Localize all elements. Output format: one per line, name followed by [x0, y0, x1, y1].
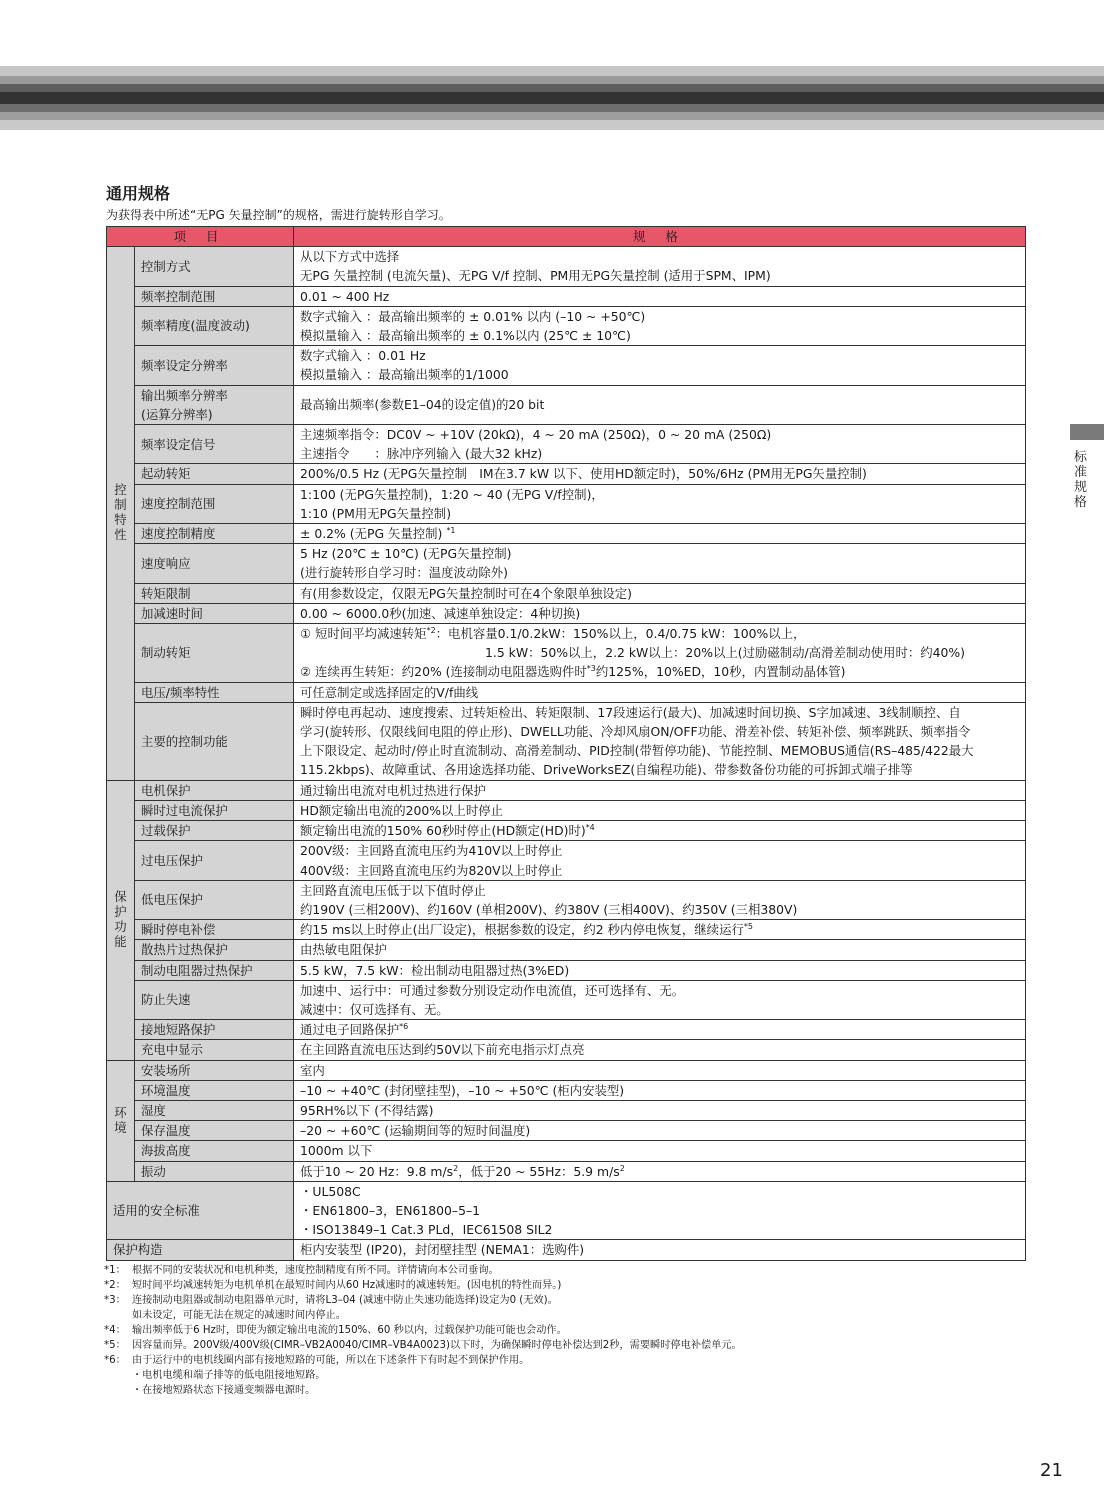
spec-line: 制动转矩: [141, 645, 191, 661]
item-cell: [135, 583, 294, 603]
table-row: [107, 524, 1026, 544]
footnote-ref: *3: [586, 664, 596, 674]
spec-text: 低于10 ~ 20 Hz：9.8 m/s: [300, 1163, 454, 1179]
item-cell: [135, 920, 294, 940]
value-cell: [294, 1020, 1026, 1040]
spec-line: 主速频率指令：DC0V ~ +10V (20kΩ)，4 ~ 20 mA (250Ω)，0 ~ 20 mA (250Ω): [300, 427, 772, 443]
value-cell: [294, 1080, 1026, 1100]
item-cell: [135, 1100, 294, 1120]
footnote: [104, 1338, 1034, 1353]
item-cell: [135, 1060, 294, 1080]
spec-line: 振动: [141, 1163, 166, 1179]
spec-line: 转矩限制: [141, 585, 191, 601]
value-cell: [294, 1100, 1026, 1120]
spec-line: 有(用参数设定，仅限无PG矢量控制时可在4个象限单独设定): [300, 585, 633, 601]
spec-line: 海拔高度: [141, 1143, 191, 1159]
item-cell: [135, 286, 294, 306]
value-cell: [294, 682, 1026, 702]
item-cell: [135, 1121, 294, 1141]
item-cell: [135, 960, 294, 980]
footnote-key: [104, 1383, 132, 1398]
spec-line: 制动电阻器过热保护: [141, 962, 253, 978]
spec-line: 速度控制范围: [141, 496, 216, 512]
spec-line: 瞬时停电补偿: [141, 922, 216, 938]
table-row: [107, 940, 1026, 960]
footnote-text: 根据不同的安装状况和电机种类，速度控制精度有所不同。详情请向本公司垂询。: [132, 1265, 499, 1276]
item-cell: [135, 821, 294, 841]
spec-line: 主速指令 ：脉冲序列输入 (最大32 kHz): [300, 446, 543, 462]
spec-line: 1.5 kW：50%以上，2.2 kW以上：20%以上(过励磁制动/高滑差制动使用时：约40%): [485, 645, 965, 661]
item-cell: [135, 425, 294, 464]
item-cell: [135, 247, 294, 286]
item-cell: [135, 306, 294, 345]
spec-line: 保护构造: [113, 1242, 163, 1258]
table-row: [107, 702, 1026, 780]
category-label: 环境: [114, 1104, 127, 1135]
item-cell: [135, 484, 294, 523]
value-cell: [294, 425, 1026, 464]
spec-line: 电压/频率特性: [141, 684, 220, 700]
spec-line: 频率控制范围: [141, 288, 216, 304]
footnote-key: *5：: [104, 1340, 126, 1351]
spec-line: 通过输出电流对电机过热进行保护: [300, 782, 486, 798]
value-cell: [294, 1060, 1026, 1080]
value-cell: [294, 1240, 1026, 1260]
table-row: [107, 603, 1026, 623]
spec-line: ・ISO13849–1 Cat.3 PLd，IEC61508 SIL2: [300, 1222, 553, 1238]
spec-text: 约125%，10%ED，10秒，内置制动晶体管): [595, 664, 846, 680]
spec-line: 减速中：仅可选择有、无。: [300, 1001, 449, 1017]
footnote-text: 输出频率低于6 Hz时，即使为额定输出电流的150%、60 秒以内，过载保护功能可能也会动作。: [132, 1325, 567, 1336]
table-row: [107, 821, 1026, 841]
table-row: [107, 484, 1026, 523]
spec-line: 充电中显示: [141, 1042, 203, 1058]
table-row: [107, 682, 1026, 702]
table-row: [107, 425, 1026, 464]
value-cell: [294, 940, 1026, 960]
spec-text: ：电机容量0.1/0.2kW：150%以上，0.4/0.75 kW：100%以上，: [435, 626, 806, 642]
table-row: [107, 960, 1026, 980]
item-cell: [135, 603, 294, 623]
spec-line: 约190V (三相200V)、约160V (单相200V)、约380V (三相400V)、约350V (三相380V): [300, 901, 798, 917]
spec-line: 主要的控制功能: [141, 733, 228, 749]
table-row: [107, 583, 1026, 603]
footnote: [104, 1263, 1034, 1278]
spec-line: 加减速时间: [141, 605, 203, 621]
footnote-ref: *5: [743, 921, 753, 931]
spec-text: 通过电子回路保护: [300, 1022, 400, 1038]
value-cell: [294, 1040, 1026, 1060]
spec-line: 适用的安全标准: [113, 1202, 200, 1218]
value-cell: [294, 306, 1026, 345]
table-row: [107, 464, 1026, 484]
spec-text: 可任意制定或选择固定的V/f曲线: [300, 684, 479, 700]
item-cell: [135, 1040, 294, 1060]
item-cell: [107, 1181, 294, 1240]
spec-line: ・EN61800–3，EN61800–5–1: [300, 1202, 481, 1218]
item-cell: [135, 624, 294, 683]
spec-line: 5.5 kW，7.5 kW：检出制动电阻器过热(3%ED): [300, 962, 570, 978]
value-cell: [294, 960, 1026, 980]
table-row: [107, 544, 1026, 583]
category-label: 保护功能: [114, 889, 127, 949]
spec-line: 1:100 (无PG矢量控制)，1:20 ~ 40 (无PG V/f控制)，: [300, 486, 604, 502]
page-number: 21: [1040, 1460, 1063, 1481]
spec-line: 最高输出频率(参数E1–04的设定值)的20 bit: [300, 397, 545, 413]
item-cell: [135, 1080, 294, 1100]
spec-line: [300, 821, 1019, 840]
table-row: [107, 1161, 1026, 1181]
spec-line: 数字式输入 ：0.01 Hz: [300, 348, 426, 364]
footnote-key: *3：: [104, 1295, 126, 1306]
page-subtitle: 为获得表中所述“无PG 矢量控制”的规格，需进行旋转形自学习。: [106, 208, 451, 222]
spec-line: 在主回路直流电压达到约50V以下前充电指示灯点亮: [300, 1042, 585, 1058]
spec-line: 0.00 ~ 6000.0秒(加速、减速单独设定：4种切换): [300, 605, 581, 621]
item-cell: [135, 940, 294, 960]
footnote: [104, 1323, 1034, 1338]
page-title: 通用规格: [106, 184, 171, 203]
value-cell: [294, 583, 1026, 603]
item-cell: [135, 1141, 294, 1161]
footnote-ref: 2: [453, 1163, 459, 1173]
table-row: [107, 1240, 1026, 1260]
footnote-key: *4：: [104, 1325, 126, 1336]
spec-line: [300, 1020, 1019, 1039]
table-row: [107, 624, 1026, 683]
spec-text: ± 0.2% (无PG 矢量控制): [300, 526, 447, 542]
spec-line: 95RH%以下 (不得结露): [300, 1102, 434, 1118]
table-row: [107, 1141, 1026, 1161]
item-cell: [135, 841, 294, 880]
footnote-key: *6：: [104, 1355, 126, 1366]
spec-line: [300, 624, 1019, 643]
item-cell: [107, 1240, 294, 1260]
table-row: [107, 306, 1026, 345]
footnote-ref: *1: [446, 525, 456, 535]
footnote-ref: 2: [619, 1163, 625, 1173]
spec-line: 1000m 以下: [300, 1143, 373, 1159]
spec-line: 速度控制精度: [141, 526, 216, 542]
value-cell: [294, 524, 1026, 544]
spec-line: 200V级：主回路直流电压约为410V以上时停止: [300, 843, 563, 859]
spec-line: 模拟量输入 ：最高输出频率的1/1000: [300, 367, 509, 383]
spec-line: 过电压保护: [141, 852, 203, 868]
spec-line: [300, 1162, 1019, 1181]
spec-line: 频率设定信号: [141, 436, 216, 452]
spec-line: 速度响应: [141, 555, 191, 571]
spec-line: 保存温度: [141, 1123, 191, 1139]
spec-line: 数字式输入 ：最高输出频率的 ± 0.01% 以内 (–10 ~ +50℃): [300, 308, 646, 324]
spec-line: 控制方式: [141, 258, 191, 274]
spec-text: 额定输出电流的150% 60秒时停止(HD额定(HD)时): [300, 823, 586, 839]
item-cell: [135, 702, 294, 780]
table-row: [107, 1020, 1026, 1040]
spec-line: 0.01 ~ 400 Hz: [300, 288, 390, 304]
item-cell: [135, 980, 294, 1019]
spec-line: 由热敏电阻保护: [300, 942, 387, 958]
header-item: 项 目: [107, 227, 294, 247]
spec-line: 电机保护: [141, 782, 191, 798]
footnote-key: [104, 1308, 132, 1323]
value-cell: [294, 1141, 1026, 1161]
value-cell: [294, 247, 1026, 286]
footnote: [104, 1278, 1034, 1293]
spec-line: 400V级：主回路直流电压约为820V以上时停止: [300, 862, 563, 878]
spec-line: 防止失速: [141, 992, 191, 1008]
spec-line: [300, 662, 1019, 681]
header-stripes: [0, 66, 1104, 130]
item-cell: [135, 524, 294, 544]
value-cell: [294, 484, 1026, 523]
footnote-key: [104, 1368, 132, 1383]
item-cell: [135, 780, 294, 800]
table-row: [107, 1080, 1026, 1100]
value-cell: [294, 800, 1026, 820]
item-cell: [135, 880, 294, 919]
table-row: [107, 247, 1026, 286]
spec-line: 频率设定分辨率: [141, 357, 228, 373]
item-cell: [135, 1161, 294, 1181]
value-cell: [294, 1121, 1026, 1141]
value-cell: [294, 880, 1026, 919]
header-spec: 规 格: [294, 227, 1026, 247]
value-cell: [294, 1161, 1026, 1181]
footnote-key: *1：: [104, 1265, 126, 1276]
table-row: [107, 286, 1026, 306]
spec-line: HD额定输出电流的200%以上时停止: [300, 802, 503, 818]
value-cell: [294, 980, 1026, 1019]
table-row: [107, 980, 1026, 1019]
spec-line: 过载保护: [141, 823, 191, 839]
spec-line: 安装场所: [141, 1062, 191, 1078]
spec-line: 接地短路保护: [141, 1022, 216, 1038]
value-cell: [294, 624, 1026, 683]
spec-line: 无PG 矢量控制 (电流矢量)、无PG V/f 控制、PM用无PG矢量控制 (适用于SPM、IPM): [300, 268, 771, 284]
value-cell: [294, 286, 1026, 306]
footnote-text: ・在接地短路状态下接通变频器电源时。: [132, 1385, 316, 1396]
footnote-text: ・电机电缆和端子排等的低电阻接地短路。: [132, 1370, 326, 1381]
spec-line: 频率精度(温度波动): [141, 318, 250, 334]
item-cell: [135, 682, 294, 702]
category-cell: [107, 780, 135, 1060]
footnote-ref: *2: [426, 625, 436, 635]
spec-line: 上下限设定、起动时/停止时直流制动、高滑差制动、PID控制(带暂停功能)、节能控制、MEMOBUS通信(RS–485/422最大: [300, 743, 974, 759]
footnotes: [104, 1263, 1034, 1398]
item-cell: [135, 544, 294, 583]
footnote-text: 如未设定，可能无法在规定的减速时间内停止。: [132, 1310, 346, 1321]
spec-line: 200%/0.5 Hz (无PG矢量控制 IM在3.7 kW 以下、使用HD额定时)，50%/6Hz (PM用无PG矢量控制): [300, 466, 867, 482]
value-cell: [294, 385, 1026, 424]
footnote: [104, 1308, 1034, 1323]
table-row: [107, 880, 1026, 919]
value-cell: [294, 780, 1026, 800]
spec-line: 主回路直流电压低于以下值时停止: [300, 882, 486, 898]
spec-line: –10 ~ +40℃ (封闭壁挂型)，–10 ~ +50℃ (柜内安装型): [300, 1082, 625, 1098]
value-cell: [294, 464, 1026, 484]
table-row: [107, 920, 1026, 940]
spec-line: 室内: [300, 1062, 325, 1078]
spec-line: 湿度: [141, 1102, 166, 1118]
spec-line: 115.2kbps)、故障重试、各用途选择功能、DriveWorksEZ(自编程功能)、带参数备份功能的可拆卸式端子排等: [300, 762, 913, 778]
table-row: [107, 800, 1026, 820]
footnote-ref: *4: [585, 822, 595, 832]
spec-line: 瞬时过电流保护: [141, 802, 228, 818]
value-cell: [294, 544, 1026, 583]
value-cell: [294, 920, 1026, 940]
value-cell: [294, 603, 1026, 623]
spec-line: 加速中、运行中：可通过参数分别设定动作电流值，还可选择有、无。: [300, 982, 685, 998]
item-cell: [135, 346, 294, 385]
spec-text: 约15 ms以上时停止(出厂设定)，根据参数的设定，约2 秒内停电恢复，继续运行: [300, 922, 744, 938]
spec-line: 散热片过热保护: [141, 942, 228, 958]
category-label: 控制特性: [114, 482, 127, 543]
category-cell: [107, 247, 135, 780]
spec-line: 低电压保护: [141, 892, 203, 908]
spec-line: (进行旋转形自学习时：温度波动除外): [300, 565, 508, 581]
footnote: [104, 1368, 1034, 1383]
value-cell: [294, 702, 1026, 780]
spec-text: ，低于20 ~ 55Hz：5.9 m/s: [458, 1163, 620, 1179]
spec-line: 起动转矩: [141, 466, 191, 482]
footnote-key: *2：: [104, 1280, 126, 1291]
value-cell: [294, 821, 1026, 841]
footnote: [104, 1353, 1034, 1368]
side-tab-bar: [1070, 424, 1104, 440]
table-row: [107, 1121, 1026, 1141]
spec-line: 输出频率分辨率: [141, 387, 228, 403]
footnote: [104, 1293, 1034, 1308]
spec-table: [106, 226, 1026, 1261]
footnote: [104, 1383, 1034, 1398]
spec-line: 瞬时停电再起动、速度搜索、过转矩检出、转矩限制、17段速运行(最大)、加减速时间切换、S字加减速、3线制顺控、自: [300, 704, 961, 720]
category-cell: [107, 1060, 135, 1181]
item-cell: [135, 1020, 294, 1040]
value-cell: [294, 841, 1026, 880]
table-row: [107, 385, 1026, 424]
spec-line: 环境温度: [141, 1082, 191, 1098]
spec-text: ① 短时间平均减速转矩: [300, 626, 427, 642]
item-cell: [135, 464, 294, 484]
spec-line: ・UL508C: [300, 1183, 361, 1199]
spec-line: [300, 524, 1019, 543]
table-row: [107, 780, 1026, 800]
spec-text: ② 连续再生转矩：约20% (连接制动电阻器选购件时: [300, 664, 587, 680]
table-row: [107, 1060, 1026, 1080]
spec-line: 从以下方式中选择: [300, 249, 400, 265]
footnote-text: 因容量而异。200V级/400V级(CIMR–VB2A0040/CIMR–VB4A0023)以下时，为确保瞬时停电补偿达到2秒，需要瞬时停电补偿单元。: [132, 1340, 742, 1351]
value-cell: [294, 1181, 1026, 1240]
footnote-text: 由于运行中的电机线圈内部有接地短路的可能，所以在下述条件下有时起不到保护作用。: [132, 1355, 530, 1366]
table-row: [107, 841, 1026, 880]
footnote-ref: *6: [399, 1022, 409, 1031]
spec-line: [300, 683, 1019, 702]
spec-line: 5 Hz (20℃ ± 10℃) (无PG矢量控制): [300, 546, 512, 562]
spec-line: 柜内安装型 (IP20)，封闭壁挂型 (NEMA1：选购件): [300, 1242, 585, 1258]
spec-line: [300, 920, 1019, 939]
value-cell: [294, 346, 1026, 385]
table-row: [107, 1040, 1026, 1060]
footnote-text: 连接制动电阻器或制动电阻器单元时，请将L3–04 (减速中防止失速功能选择)设定为0 (无效)。: [132, 1295, 558, 1306]
spec-line: (运算分辨率): [141, 406, 213, 422]
footnote-text: 短时间平均减速转矩为电机单机在最短时间内从60 Hz减速时的减速转矩。(因电机的特性而异。): [132, 1280, 562, 1291]
item-cell: [135, 385, 294, 424]
side-label: 标准规格: [1074, 450, 1088, 510]
table-row: [107, 1100, 1026, 1120]
spec-line: –20 ~ +60℃ (运输期间等的短时间温度): [300, 1123, 531, 1139]
spec-line: 学习(旋转形、仅限线间电阻的停止形)、DWELL功能、冷却风扇ON/OFF功能、滑差补偿、转矩补偿、频率跳跃、频率指令: [300, 724, 971, 740]
spec-line: 1:10 (PM用无PG矢量控制): [300, 505, 452, 521]
spec-line: 模拟量输入 ：最高输出频率的 ± 0.1%以内 (25℃ ± 10℃): [300, 328, 631, 344]
table-row: [107, 346, 1026, 385]
item-cell: [135, 800, 294, 820]
table-row: [107, 1181, 1026, 1240]
